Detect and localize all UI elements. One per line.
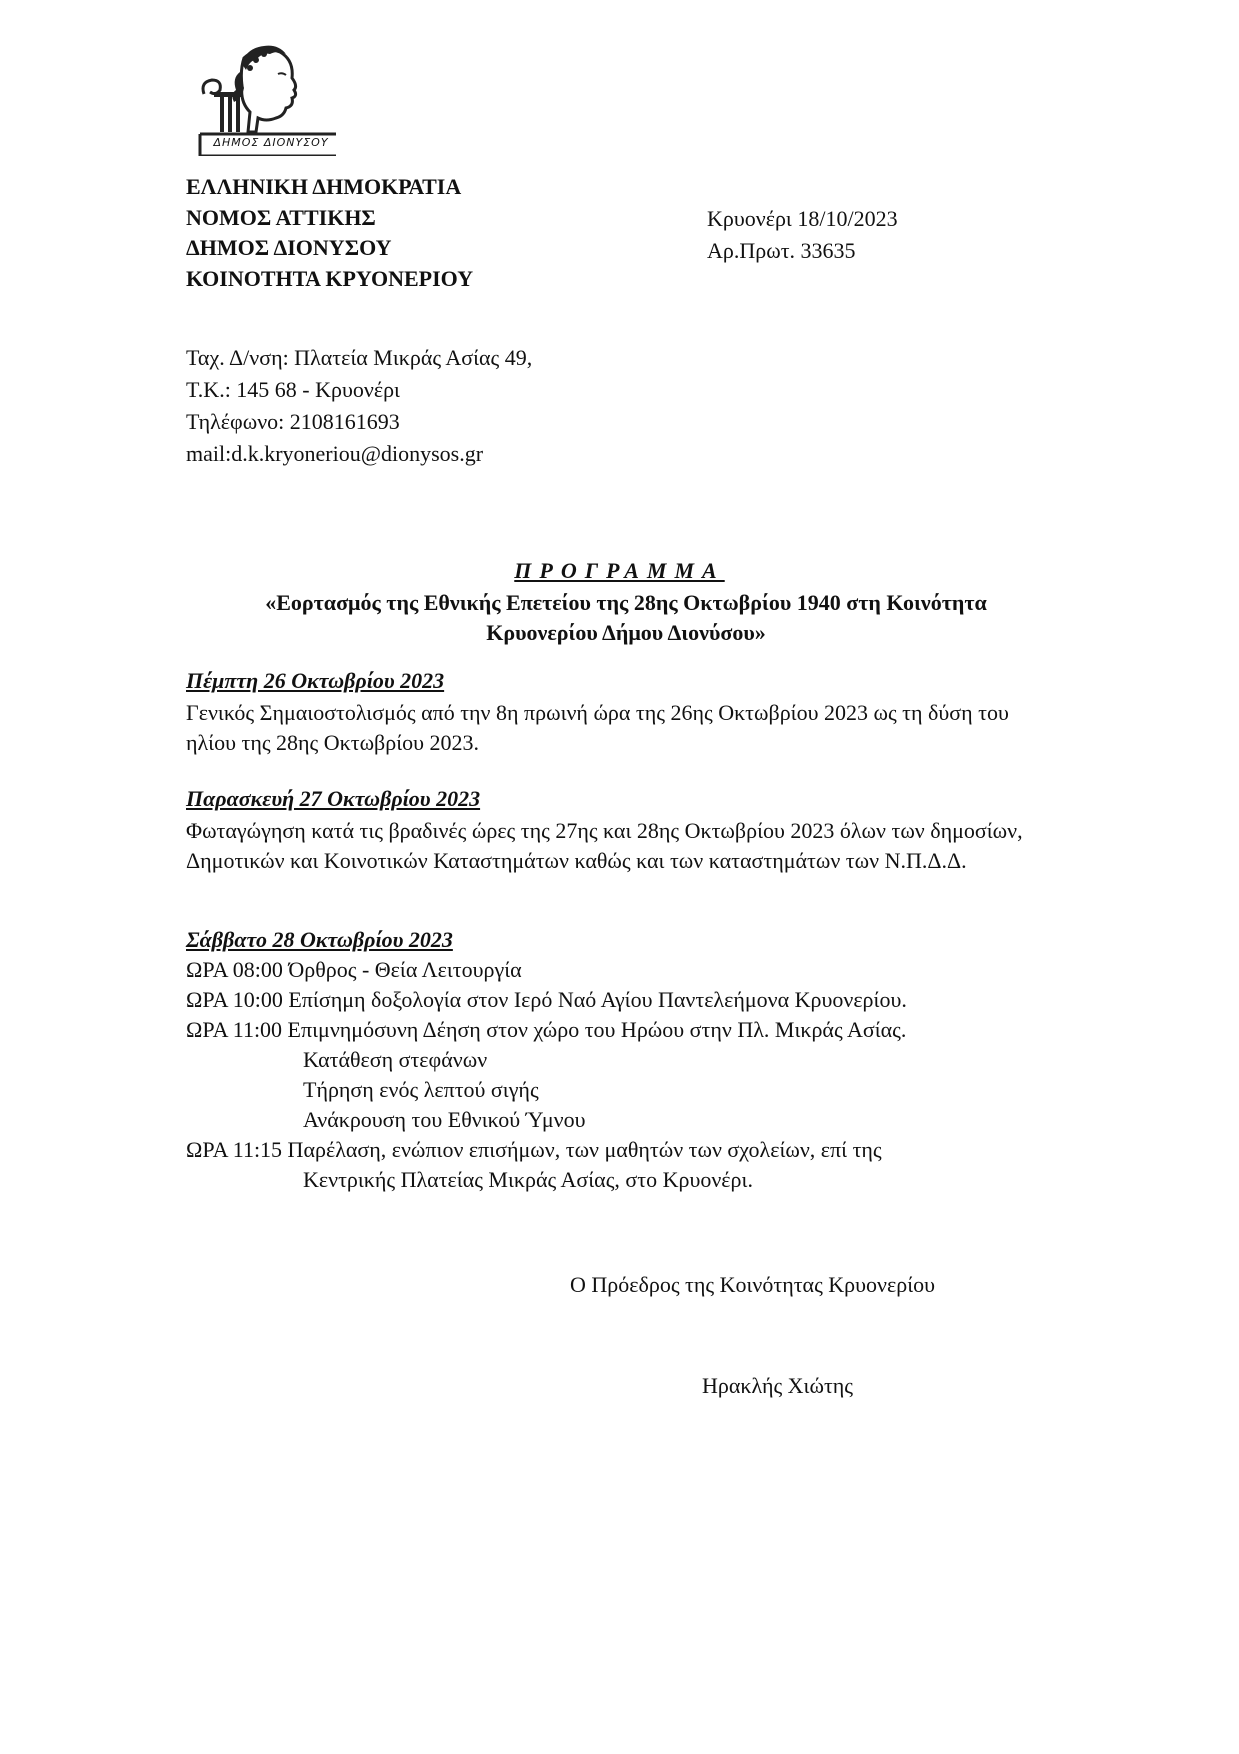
day2-heading: Παρασκευή 27 Οκτωβρίου 2023 [186, 786, 481, 811]
document-meta [707, 203, 898, 267]
day3-heading: Σάββατο 28 Οκτωβρίου 2023 [186, 927, 453, 952]
schedule-item-4-continued: Κεντρικής Πλατείας Μικράς Ασίας, στο Κρυονέρι. [303, 1167, 753, 1192]
document-date: Κρυονέρι 18/10/2023 [707, 206, 898, 231]
schedule-item-2: ΩΡΑ 10:00 Επίσημη δοξολογία στον Ιερό Ναό Αγίου Παντελεήμονα Κρυονερίου. [186, 987, 907, 1012]
contact-address [186, 342, 532, 470]
subtitle-line-1: «Εορτασμός της Εθνικής Επετείου της 28ης Οκτωβρίου 1940 στη Κοινότητα [265, 590, 987, 615]
program-subtitle [186, 588, 1066, 648]
issuer-header [186, 172, 473, 294]
address-phone: Τηλέφωνο: 2108161693 [186, 409, 400, 434]
header-line-community: ΚΟΙΝΟΤΗΤΑ ΚΡΥΟΝΕΡΙΟΥ [186, 265, 474, 291]
schedule-item-1: ΩΡΑ 08:00 Όρθρος - Θεία Λειτουργία [186, 957, 522, 982]
logo-text: ΔΗΜΟΣ ΔΙΟΝΥΣΟΥ [213, 136, 329, 149]
schedule-item-4: ΩΡΑ 11:15 Παρέλαση, ενώπιον επισήμων, των μαθητών των σχολείων, επί της [186, 1137, 882, 1162]
signatory-name: Ηρακλής Χιώτης [702, 1373, 854, 1398]
address-street: Ταχ. Δ/νση: Πλατεία Μικράς Ασίας 49, [186, 345, 533, 370]
header-line-municipality: ΔΗΜΟΣ ΔΙΟΝΥΣΟΥ [186, 235, 392, 260]
header-line-prefecture: ΝΟΜΟΣ ΑΤΤΙΚΗΣ [186, 204, 376, 230]
address-mail: mail:d.k.kryoneriou@dionysos.gr [186, 441, 484, 466]
schedule-item-3-sub-1: Κατάθεση στεφάνων [303, 1047, 488, 1072]
schedule-item-3-sub-2: Τήρηση ενός λεπτού σιγής [303, 1077, 539, 1102]
municipality-logo [186, 38, 336, 156]
header-line-country: ΕΛΛΗΝΙΚΗ ΔΗΜΟΚΡΑΤΙΑ [186, 174, 462, 199]
schedule-item-3: ΩΡΑ 11:00 Επιμνημόσυνη Δέηση στον χώρο του Ηρώου στην Πλ. Μικράς Ασίας. [186, 1017, 907, 1042]
day2-text: Φωταγώγηση κατά τις βραδινές ώρες της 27ης και 28ης Οκτωβρίου 2023 όλων των δημοσίων, Δημοτικών και Κοινοτικών Καταστημάτων καθώς και των καταστημάτων των Ν.Π.Δ.Δ. [186, 818, 1023, 873]
day1-text: Γενικός Σημαιοστολισμός από την 8η πρωινή ώρα της 26ης Οκτωβρίου 2023 ως τη δύση του ηλίου της 28ης Οκτωβρίου 2023. [186, 700, 1009, 755]
protocol-number: Αρ.Πρωτ. 33635 [707, 238, 856, 263]
signatory-role: Ο Πρόεδρος της Κοινότητας Κρυονερίου [570, 1272, 936, 1297]
day1-heading: Πέμπτη 26 Οκτωβρίου 2023 [186, 668, 445, 693]
schedule-item-3-sub-3: Ανάκρουση του Εθνικού Ύμνου [303, 1107, 586, 1132]
program-title: ΠΡΟΓΡΑΜΜΑ [514, 558, 725, 583]
subtitle-line-2: Κρυονερίου Δήμου Διονύσου» [486, 620, 766, 645]
address-postal: Τ.Κ.: 145 68 - Κρυονέρι [186, 377, 400, 402]
